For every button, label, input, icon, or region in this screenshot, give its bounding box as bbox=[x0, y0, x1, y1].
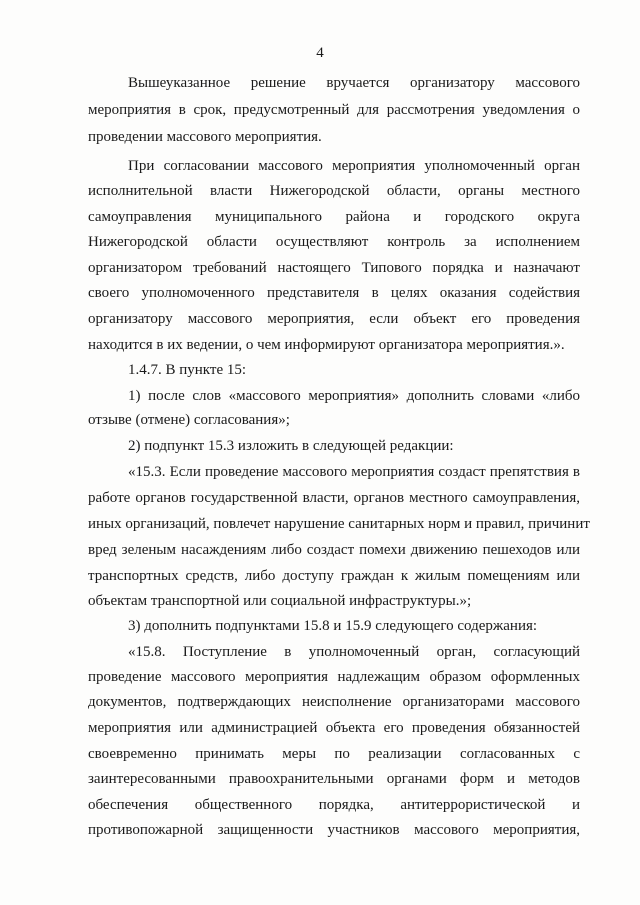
text-line: своего уполномоченного представителя в целях оказания содействия bbox=[88, 285, 580, 301]
text-line: иных организаций, повлечет нарушение санитарных норм и правил, причинит bbox=[88, 516, 590, 532]
text-line: проведении массового мероприятия. bbox=[88, 129, 322, 145]
text-line: объектам транспортной или социальной инфраструктуры.»; bbox=[88, 593, 472, 609]
page-number: 4 bbox=[316, 45, 324, 61]
text-line: своевременно принимать меры по реализации согласованных с bbox=[88, 746, 580, 762]
text-line: проведение массового мероприятия надлежащим образом оформленных bbox=[88, 669, 580, 685]
text-line: 1.4.7. В пункте 15: bbox=[128, 362, 247, 378]
text-line: исполнительной власти Нижегородской области, органы местного bbox=[88, 183, 580, 199]
text-line: обеспечения общественного порядка, антитеррористической и bbox=[88, 797, 580, 813]
text-line: Вышеуказанное решение вручается организатору массового bbox=[128, 75, 580, 91]
text-line: 1) после слов «массового мероприятия» дополнить словами «либо bbox=[128, 388, 580, 404]
text-line: заинтересованными правоохранительными органами форм и методов bbox=[88, 771, 580, 787]
text-line: работе органов государственной власти, органов местного самоуправления, bbox=[88, 490, 580, 506]
text-line: мероприятия или администрацией объекта его проведения обязанностей bbox=[88, 720, 580, 736]
text-line: «15.3. Если проведение массового мероприятия создаст препятствия в bbox=[128, 464, 580, 480]
text-line: находится в их ведении, о чем информируют организатора мероприятия.». bbox=[88, 337, 565, 353]
text-line: При согласовании массового мероприятия уполномоченный орган bbox=[128, 158, 580, 174]
text-line: «15.8. Поступление в уполномоченный орган, согласующий bbox=[128, 644, 580, 660]
text-line: транспортных средств, либо доступу граждан к жилым помещениям или bbox=[88, 568, 580, 584]
text-line: организатором требований настоящего Типового порядка и назначают bbox=[88, 260, 580, 276]
text-line: документов, подтверждающих неисполнение организаторами массового bbox=[88, 694, 580, 710]
text-line: организатору массового мероприятия, если объект его проведения bbox=[88, 311, 580, 327]
text-line: 3) дополнить подпунктами 15.8 и 15.9 следующего содержания: bbox=[128, 618, 538, 634]
text-line: противопожарной защищенности участников массового мероприятия, bbox=[88, 822, 580, 838]
text-line: 2) подпункт 15.3 изложить в следующей редакции: bbox=[128, 438, 454, 454]
text-line: вред зеленым насаждениям либо создаст помехи движению пешеходов или bbox=[88, 542, 580, 558]
text-line: самоуправления муниципального района и городского округа bbox=[88, 209, 580, 225]
text-line: мероприятия в срок, предусмотренный для рассмотрения уведомления о bbox=[88, 102, 580, 118]
text-line: Нижегородской области осуществляют контроль за исполнением bbox=[88, 234, 580, 250]
text-line: отзыве (отмене) согласования»; bbox=[88, 412, 290, 428]
